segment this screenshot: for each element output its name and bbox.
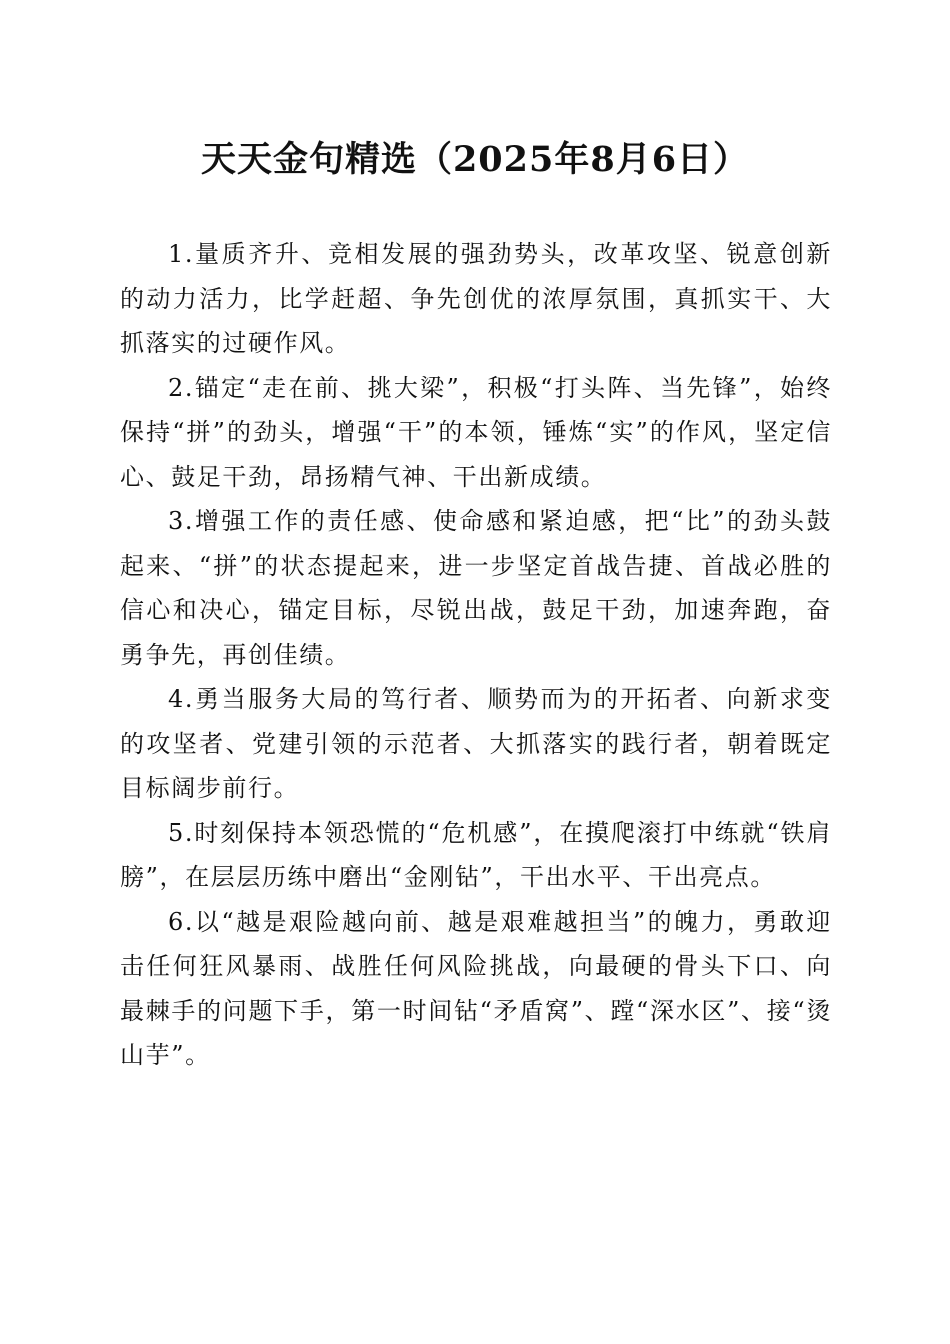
paragraph-5: 5.时刻保持本领恐慌的“危机感”，在摸爬滚打中练就“铁肩膀”，在层层历练中磨出“金刚钻”，干出水平、干出亮点。 (120, 818, 832, 891)
paragraph-4: 4.勇当服务大局的笃行者、顺势而为的开拓者、向新求变的攻坚者、党建引领的示范者、大抓落实的践行者，朝着既定目标阔步前行。 (120, 685, 832, 802)
paragraph-6: 6.以“越是艰险越向前、越是艰难越担当”的魄力，勇敢迎击任何狂风暴雨、战胜任何风险挑战，向最硬的骨头下口、向最棘手的问题下手，第一时间钻“矛盾窝”、蹚“深水区”、接“烫山芋”。 (120, 907, 832, 1069)
document-body (120, 232, 832, 1078)
paragraph-1: 1.量质齐升、竞相发展的强劲势头，改革攻坚、锐意创新的动力活力，比学赶超、争先创优的浓厚氛围，真抓实干、大抓落实的过硬作风。 (120, 240, 832, 357)
paragraph-3: 3.增强工作的责任感、使命感和紧迫感，把“比”的劲头鼓起来、“拼”的状态提起来，进一步坚定首战告捷、首战必胜的信心和决心，锚定目标，尽锐出战，鼓足干劲，加速奔跑，奋勇争先，再创佳绩。 (120, 507, 832, 669)
document-title: 天天金句精选（2025年8月6日） (200, 139, 750, 180)
paragraph-2: 2.锚定“走在前、挑大梁”，积极“打头阵、当先锋”，始终保持“拼”的劲头，增强“干”的本领，锤炼“实”的作风，坚定信心、鼓足干劲，昂扬精气神、干出新成绩。 (120, 373, 832, 491)
